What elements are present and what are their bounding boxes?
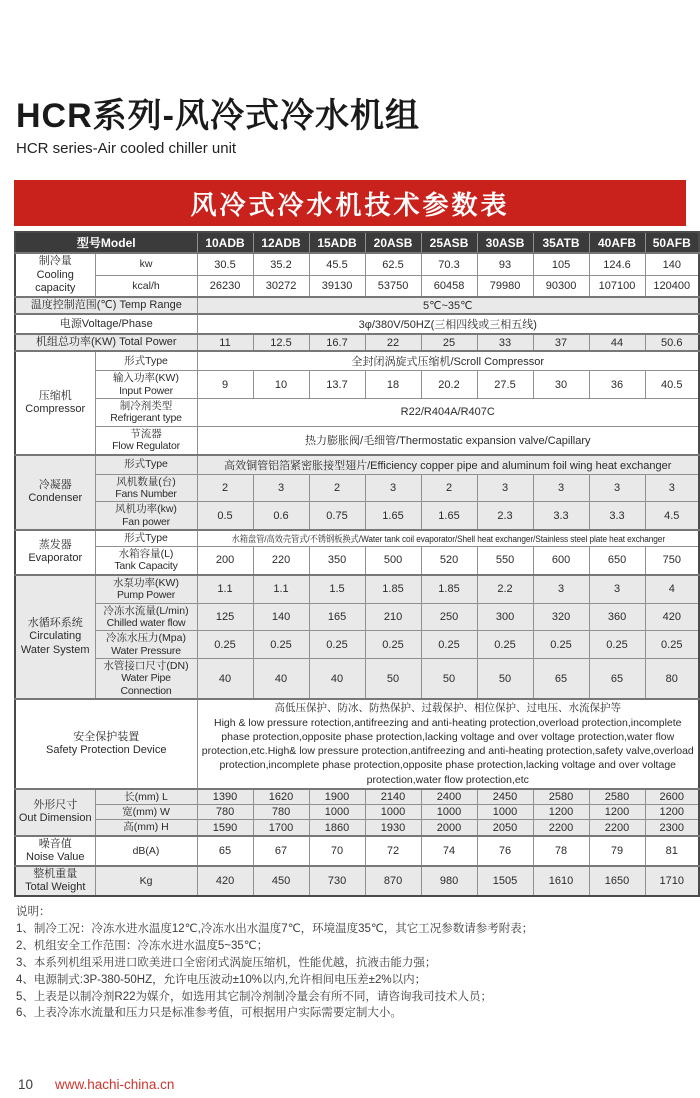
out-dimension-sub-label: 高(mm) H [95, 820, 197, 836]
compressor-value: 18 [365, 371, 421, 399]
evaporator-value: 550 [477, 547, 533, 575]
water-system-value: 2.2 [477, 575, 533, 603]
out-dimension-label: 外形尺寸 Out Dimension [15, 789, 95, 836]
out-dimension-value: 1700 [253, 820, 309, 836]
total-power-value: 44 [589, 334, 645, 351]
out-dimension-value: 2050 [477, 820, 533, 836]
cooling-capacity-value: 62.5 [365, 253, 421, 275]
cooling-capacity-value: 30.5 [197, 253, 253, 275]
water-system-value: 0.25 [533, 631, 589, 659]
water-system-sub-label: 水泵功率(KW) Pump Power [95, 575, 197, 603]
out-dimension-value: 780 [197, 804, 253, 819]
safety-protection-label: 安全保护装置 Safety Protection Device [15, 699, 197, 788]
noise-value-label: 噪音值 Noise Value [15, 836, 95, 866]
notes-heading: 说明： [16, 906, 51, 919]
noise-value-value: 74 [421, 836, 477, 866]
compressor-row [15, 351, 699, 371]
water-system-value: 1.85 [421, 575, 477, 603]
out-dimension-value: 1590 [197, 820, 253, 836]
condenser-value: 0.6 [253, 502, 309, 530]
page-title: HCR系列-风冷式冷水机组 [16, 97, 420, 135]
noise-value-value: 81 [645, 836, 699, 866]
condenser-value: 3 [645, 474, 699, 502]
out-dimension-value: 2580 [589, 789, 645, 805]
model-column-header: 10ADB [197, 232, 253, 253]
notes-block [16, 904, 684, 1021]
cooling-capacity-value: 30272 [253, 275, 309, 297]
water-system-value: 0.25 [589, 631, 645, 659]
condenser-value: 3 [253, 474, 309, 502]
total-power-value: 25 [421, 334, 477, 351]
model-column-header: 30ASB [477, 232, 533, 253]
compressor-value: 40.5 [645, 371, 699, 399]
voltage-phase-span-value: 3φ/380V/50HZ(三相四线或三相五线) [197, 314, 699, 334]
noise-value-value: 78 [533, 836, 589, 866]
cooling-capacity-value: 60458 [421, 275, 477, 297]
evaporator-value: 600 [533, 547, 589, 575]
total-weight-label: 整机重量 Total Weight [15, 866, 95, 896]
evaporator-sub-label: 水箱容量(L) Tank Capacity [95, 547, 197, 575]
water-system-value: 320 [533, 603, 589, 631]
condenser-value: 4.5 [645, 502, 699, 530]
note-item: 5、上表是以制冷剂R22为媒介，如选用其它制冷剂制冷量会有所不同，请咨询我司技术人员； [16, 990, 492, 1003]
note-item: 6、上表冷冻水流量和压力只是标准参考值，可根据用户实际需要定制大小。 [16, 1007, 402, 1020]
cooling-capacity-value: 124.6 [589, 253, 645, 275]
section-banner: 风冷式冷水机技术参数表 [14, 180, 686, 226]
evaporator-value: 750 [645, 547, 699, 575]
water-system-value: 0.25 [477, 631, 533, 659]
cooling-capacity-value: 39130 [309, 275, 365, 297]
title-block [16, 98, 684, 157]
out-dimension-value: 2600 [645, 789, 699, 805]
temp-range-row [15, 297, 699, 314]
spec-table [14, 231, 700, 897]
out-dimension-value: 1620 [253, 789, 309, 805]
out-dimension-value: 2200 [533, 820, 589, 836]
out-dimension-value: 1000 [309, 804, 365, 819]
total-power-label: 机组总功率(KW) Total Power [15, 334, 197, 351]
cooling-capacity-row [15, 275, 699, 297]
cooling-capacity-value: 90300 [533, 275, 589, 297]
out-dimension-value: 1900 [309, 789, 365, 805]
page-subtitle: HCR series-Air cooled chiller unit [16, 140, 237, 158]
safety-protection-description: 高低压保护、防冰、防热保护、过载保护、相位保护、过电压、水流保护等 High & low pressure rotection,antifreezing and anti-heating protection,overload protection,incomplete phase protection,opposite phase protection,lacking voltage and over voltage protection,water flow protection,etc.High& low pressure protection,antifreezing and anti-heating protection,safety valve,overload protection,incomplete phase protection,opposite phase protection,lacking voltage and over voltage protection,water flow protection,etc [197, 699, 699, 788]
noise-value-value: 70 [309, 836, 365, 866]
total-weight-value: 1505 [477, 866, 533, 896]
water-system-value: 50 [365, 659, 421, 700]
water-system-sub-label: 冷冻水压力(Mpa) Water Pressure [95, 631, 197, 659]
out-dimension-value: 1000 [365, 804, 421, 819]
total-weight-sub-label: Kg [95, 866, 197, 896]
noise-value-value: 72 [365, 836, 421, 866]
noise-value-value: 79 [589, 836, 645, 866]
model-header-row [15, 232, 699, 253]
out-dimension-value: 1200 [589, 804, 645, 819]
spec-table-body [15, 232, 699, 896]
condenser-value: 3.3 [589, 502, 645, 530]
cooling-capacity-value: 140 [645, 253, 699, 275]
model-column-header: 20ASB [365, 232, 421, 253]
evaporator-row [15, 547, 699, 575]
condenser-value: 1.65 [365, 502, 421, 530]
water-system-value: 165 [309, 603, 365, 631]
website-link[interactable]: www.hachi-china.cn [55, 1077, 175, 1092]
water-system-value: 40 [253, 659, 309, 700]
condenser-value: 3.3 [533, 502, 589, 530]
water-system-value: 3 [589, 575, 645, 603]
water-system-value: 50 [477, 659, 533, 700]
total-weight-value: 980 [421, 866, 477, 896]
evaporator-value: 650 [589, 547, 645, 575]
compressor-value: 36 [589, 371, 645, 399]
compressor-value: 10 [253, 371, 309, 399]
total-weight-value: 730 [309, 866, 365, 896]
water-system-value: 420 [645, 603, 699, 631]
water-system-value: 210 [365, 603, 421, 631]
evaporator-value: 200 [197, 547, 253, 575]
cooling-capacity-value: 45.5 [309, 253, 365, 275]
water-system-value: 300 [477, 603, 533, 631]
condenser-value: 1.65 [421, 502, 477, 530]
water-system-value: 140 [253, 603, 309, 631]
model-column-header: 12ADB [253, 232, 309, 253]
out-dimension-value: 1390 [197, 789, 253, 805]
compressor-span-value: 热力膨胀阀/毛细管/Thermostatic expansion valve/Capillary [197, 426, 699, 454]
condenser-span-value: 高效铜管铝箔紧密胀接型翅片/Efficiency copper pipe and aluminum foil wing heat exchanger [197, 455, 699, 475]
condenser-value: 3 [477, 474, 533, 502]
out-dimension-value: 2000 [421, 820, 477, 836]
evaporator-row [15, 530, 699, 547]
total-power-row [15, 334, 699, 351]
evaporator-span-value: 水箱盘管/高效壳管式/不锈钢板换式/Water tank coil evaporator/Shell heat exchanger/Stainless steel plate heat exchanger [197, 530, 699, 547]
total-weight-row [15, 866, 699, 896]
evaporator-value: 500 [365, 547, 421, 575]
condenser-row [15, 474, 699, 502]
condenser-value: 0.5 [197, 502, 253, 530]
water-system-row [15, 575, 699, 603]
evaporator-value: 220 [253, 547, 309, 575]
water-system-value: 1.5 [309, 575, 365, 603]
out-dimension-value: 2580 [533, 789, 589, 805]
water-system-value: 250 [421, 603, 477, 631]
out-dimension-row [15, 820, 699, 836]
voltage-phase-label: 电源Voltage/Phase [15, 314, 197, 334]
total-weight-value: 1650 [589, 866, 645, 896]
compressor-row [15, 371, 699, 399]
condenser-value: 3 [365, 474, 421, 502]
out-dimension-value: 1200 [645, 804, 699, 819]
noise-value-value: 65 [197, 836, 253, 866]
cooling-capacity-value: 107100 [589, 275, 645, 297]
condenser-value: 2 [421, 474, 477, 502]
note-item: 4、电源制式:3P-380-50HZ，允许电压波动±10%以内,允许相间电压差±2%以内； [16, 973, 427, 986]
out-dimension-row [15, 804, 699, 819]
water-system-row [15, 631, 699, 659]
condenser-value: 2 [197, 474, 253, 502]
total-power-value: 16.7 [309, 334, 365, 351]
water-system-value: 1.1 [197, 575, 253, 603]
total-weight-value: 420 [197, 866, 253, 896]
note-item: 2、机组安全工作范围：冷冻水进水温度5~35℃； [16, 940, 269, 953]
out-dimension-value: 2300 [645, 820, 699, 836]
cooling-capacity-value: 26230 [197, 275, 253, 297]
out-dimension-value: 1000 [421, 804, 477, 819]
water-system-value: 0.25 [197, 631, 253, 659]
out-dimension-sub-label: 长(mm) L [95, 789, 197, 805]
water-system-value: 0.25 [365, 631, 421, 659]
catalog-page [0, 98, 700, 1098]
cooling-capacity-value: 93 [477, 253, 533, 275]
noise-value-value: 67 [253, 836, 309, 866]
water-system-label: 水循环系统 Circulating Water System [15, 575, 95, 699]
condenser-row [15, 455, 699, 475]
cooling-capacity-value: 105 [533, 253, 589, 275]
out-dimension-value: 1930 [365, 820, 421, 836]
water-system-value: 40 [309, 659, 365, 700]
compressor-sub-label: 节流器 Flow Regulator [95, 426, 197, 454]
water-system-value: 40 [197, 659, 253, 700]
condenser-value: 3 [533, 474, 589, 502]
voltage-phase-row [15, 314, 699, 334]
condenser-value: 2 [309, 474, 365, 502]
compressor-value: 13.7 [309, 371, 365, 399]
compressor-row [15, 426, 699, 454]
model-column-header: 50AFB [645, 232, 699, 253]
total-weight-value: 870 [365, 866, 421, 896]
out-dimension-sub-label: 宽(mm) W [95, 804, 197, 819]
water-system-value: 80 [645, 659, 699, 700]
water-system-value: 1.85 [365, 575, 421, 603]
water-system-value: 65 [533, 659, 589, 700]
water-system-sub-label: 冷冻水流量(L/min) Chilled water flow [95, 603, 197, 631]
condenser-row [15, 502, 699, 530]
out-dimension-value: 1000 [477, 804, 533, 819]
total-weight-value: 1610 [533, 866, 589, 896]
cooling-capacity-value: 70.3 [421, 253, 477, 275]
out-dimension-value: 2450 [477, 789, 533, 805]
cooling-capacity-value: 53750 [365, 275, 421, 297]
model-header-label: 型号Model [15, 232, 197, 253]
out-dimension-value: 2200 [589, 820, 645, 836]
temp-range-span-value: 5℃~35℃ [197, 297, 699, 314]
compressor-span-value: 全封闭涡旋式压缩机/Scroll Compressor [197, 351, 699, 371]
water-system-sub-label: 水管接口尺寸(DN) Water Pipe Connection [95, 659, 197, 700]
page-footer [0, 1077, 700, 1092]
model-column-header: 15ADB [309, 232, 365, 253]
cooling-capacity-sub-label: kcal/h [95, 275, 197, 297]
compressor-sub-label: 制冷剂类型 Refrigerant type [95, 399, 197, 427]
out-dimension-value: 780 [253, 804, 309, 819]
note-item: 3、本系列机组采用进口欧美进口全密闭式涡旋压缩机，性能优越，抗液击能力强； [16, 956, 437, 969]
water-system-row [15, 659, 699, 700]
water-system-value: 0.25 [421, 631, 477, 659]
evaporator-sub-label: 形式Type [95, 530, 197, 547]
compressor-span-value: R22/R404A/R407C [197, 399, 699, 427]
compressor-value: 27.5 [477, 371, 533, 399]
out-dimension-row [15, 789, 699, 805]
cooling-capacity-row [15, 253, 699, 275]
water-system-value: 3 [533, 575, 589, 603]
total-power-value: 12.5 [253, 334, 309, 351]
condenser-sub-label: 风机功率(kw) Fan power [95, 502, 197, 530]
page-number: 10 [18, 1077, 34, 1092]
evaporator-label: 蒸发器 Evaporator [15, 530, 95, 575]
noise-value-sub-label: dB(A) [95, 836, 197, 866]
water-system-value: 1.1 [253, 575, 309, 603]
total-power-value: 37 [533, 334, 589, 351]
compressor-value: 20.2 [421, 371, 477, 399]
total-power-value: 22 [365, 334, 421, 351]
condenser-sub-label: 风机数量(台) Fans Number [95, 474, 197, 502]
water-system-value: 4 [645, 575, 699, 603]
cooling-capacity-value: 35.2 [253, 253, 309, 275]
compressor-label: 压缩机 Compressor [15, 351, 95, 454]
safety-protection-row [15, 699, 699, 788]
cooling-capacity-value: 120400 [645, 275, 699, 297]
water-system-value: 0.25 [309, 631, 365, 659]
condenser-label: 冷凝器 Condenser [15, 455, 95, 531]
total-power-value: 11 [197, 334, 253, 351]
cooling-capacity-label: 制冷量 Cooling capacity [15, 253, 95, 297]
water-system-value: 0.25 [253, 631, 309, 659]
spec-table-wrap [14, 231, 694, 897]
out-dimension-value: 1200 [533, 804, 589, 819]
total-power-value: 33 [477, 334, 533, 351]
compressor-sub-label: 形式Type [95, 351, 197, 371]
model-column-header: 25ASB [421, 232, 477, 253]
cooling-capacity-sub-label: kw [95, 253, 197, 275]
noise-value-row [15, 836, 699, 866]
model-column-header: 40AFB [589, 232, 645, 253]
temp-range-label: 温度控制范围(℃) Temp Range [15, 297, 197, 314]
compressor-sub-label: 输入功率(KW) Input Power [95, 371, 197, 399]
water-system-value: 65 [589, 659, 645, 700]
water-system-value: 360 [589, 603, 645, 631]
compressor-value: 9 [197, 371, 253, 399]
condenser-value: 3 [589, 474, 645, 502]
water-system-value: 50 [421, 659, 477, 700]
note-item: 1、制冷工况：冷冻水进水温度12℃,冷冻水出水温度7℃，环境温度35℃，其它工况参数请参考附表； [16, 923, 534, 936]
total-weight-value: 1710 [645, 866, 699, 896]
condenser-sub-label: 形式Type [95, 455, 197, 475]
total-weight-value: 450 [253, 866, 309, 896]
water-system-value: 125 [197, 603, 253, 631]
noise-value-value: 76 [477, 836, 533, 866]
water-system-value: 0.25 [645, 631, 699, 659]
out-dimension-value: 1860 [309, 820, 365, 836]
evaporator-value: 350 [309, 547, 365, 575]
compressor-value: 30 [533, 371, 589, 399]
model-column-header: 35ATB [533, 232, 589, 253]
out-dimension-value: 2400 [421, 789, 477, 805]
evaporator-value: 520 [421, 547, 477, 575]
compressor-row [15, 399, 699, 427]
out-dimension-value: 2140 [365, 789, 421, 805]
condenser-value: 2.3 [477, 502, 533, 530]
condenser-value: 0.75 [309, 502, 365, 530]
cooling-capacity-value: 79980 [477, 275, 533, 297]
water-system-row [15, 603, 699, 631]
total-power-value: 50.6 [645, 334, 699, 351]
